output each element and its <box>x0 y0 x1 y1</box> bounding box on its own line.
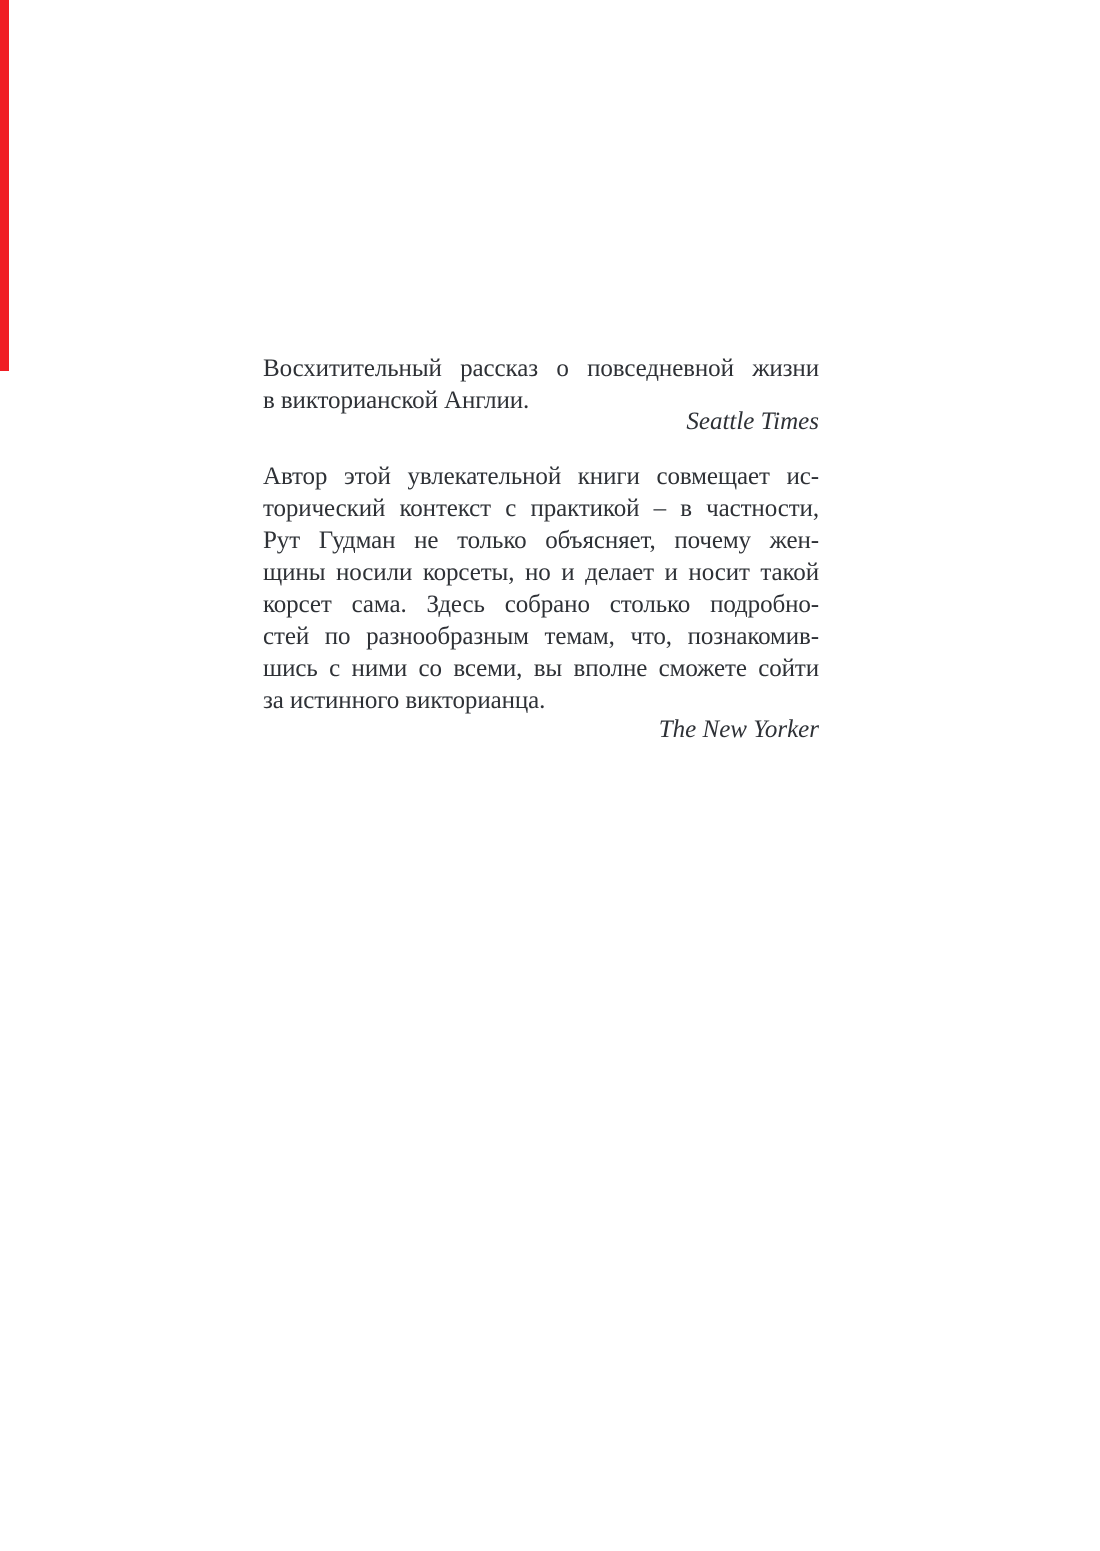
quote-line: торический контекст с практикой – в частности, <box>263 495 819 522</box>
attribution-new-yorker: The New Yorker <box>658 716 819 743</box>
quote-line: в викторианской Англии. <box>263 387 530 414</box>
red-edge-strip <box>0 0 9 371</box>
quote-line: Автор этой увлекательной книги совмещает ис- <box>263 463 819 490</box>
attribution-seattle-times: Seattle Times <box>686 408 819 435</box>
quote-line: щины носили корсеты, но и делает и носит такой <box>263 559 819 586</box>
quote-line: шись с ними со всеми, вы вполне сможете сойти <box>263 655 819 682</box>
quote-line: за истинного викторианца. <box>263 687 546 714</box>
quote-line: Рут Гудман не только объясняет, почему жен- <box>263 527 819 554</box>
quote-line: стей по разнообразным темам, что, познакомив- <box>263 623 819 650</box>
quote-line: Восхитительный рассказ о повседневной жизни <box>263 355 819 382</box>
review-quote-new-yorker <box>263 461 819 717</box>
quote-line: корсет сама. Здесь собрано столько подробно- <box>263 591 819 618</box>
